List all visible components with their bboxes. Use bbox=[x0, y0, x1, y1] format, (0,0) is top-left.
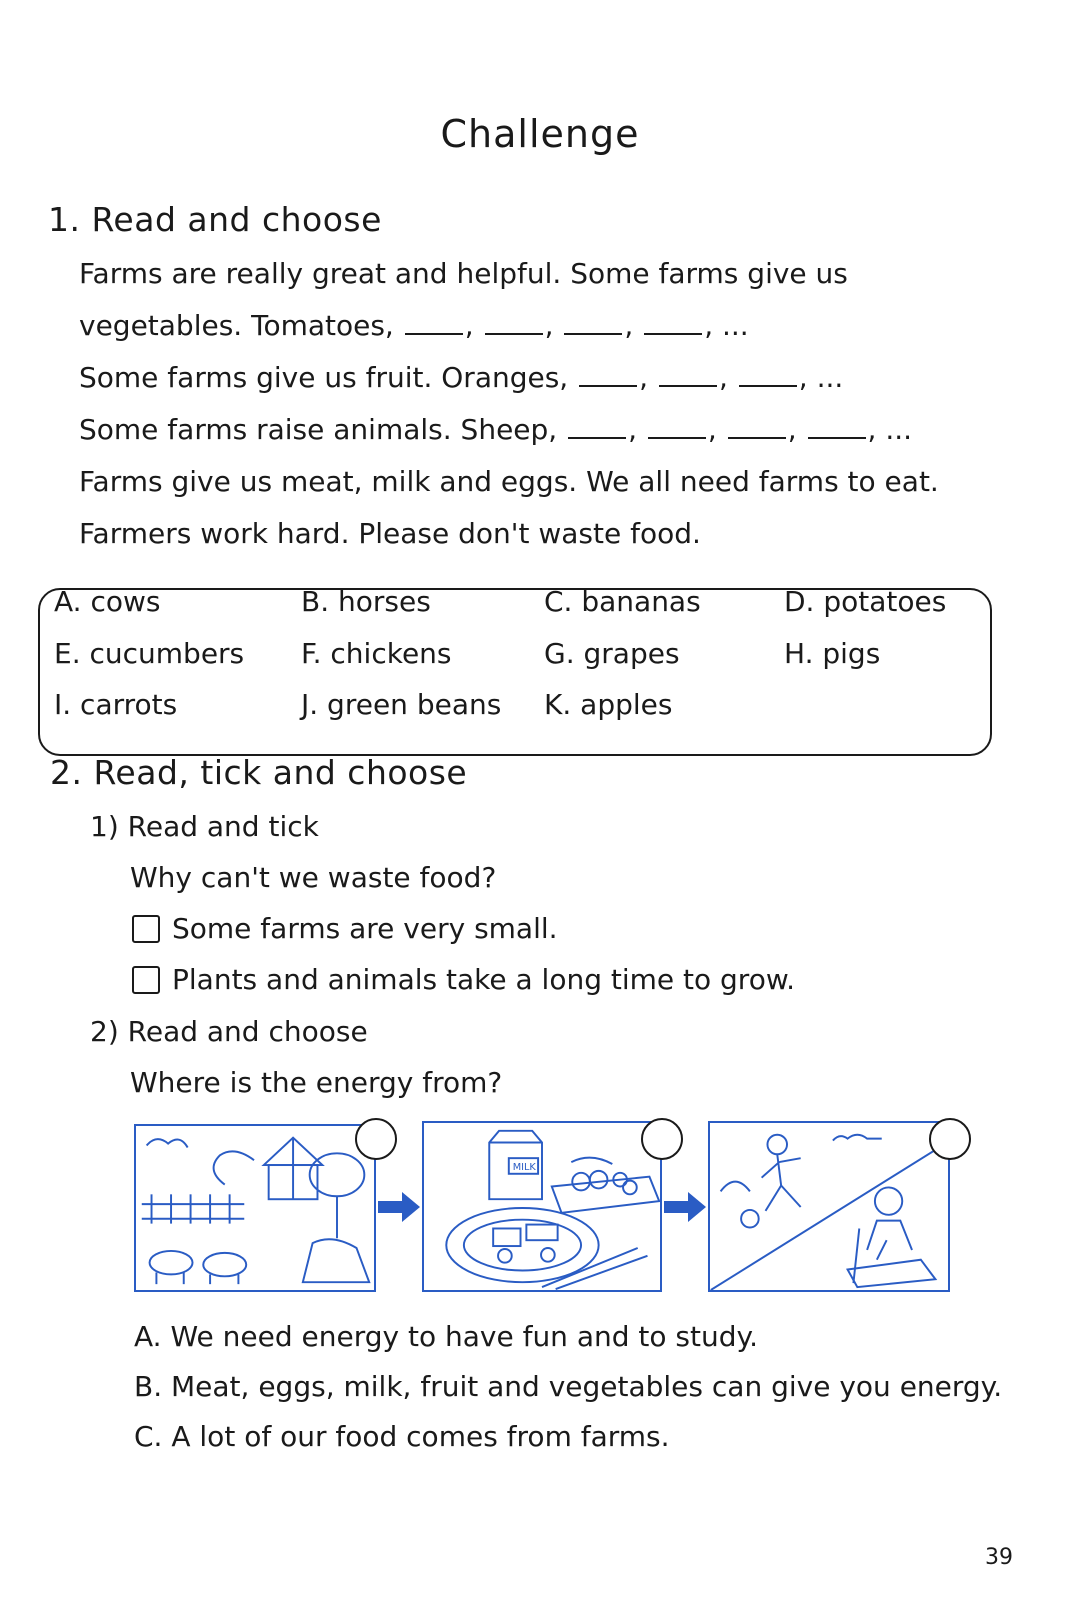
answer-blank[interactable] bbox=[739, 365, 797, 387]
section-2-heading: 2. Read, tick and choose bbox=[50, 753, 468, 792]
option-d: D. potatoes bbox=[784, 585, 947, 618]
play-and-study-picture bbox=[708, 1121, 950, 1292]
answer-blank[interactable] bbox=[808, 417, 866, 439]
option-h: H. pigs bbox=[784, 637, 881, 670]
ellipsis: ... bbox=[816, 361, 844, 394]
option-f: F. chickens bbox=[301, 637, 452, 670]
passage-line-4: Some farms raise animals. Sheep, , , , , ... bbox=[79, 413, 913, 446]
part-1-heading: 1) Read and tick bbox=[90, 810, 319, 843]
tick-box[interactable] bbox=[132, 915, 160, 943]
answer-blank[interactable] bbox=[405, 313, 463, 335]
farm-illustration bbox=[136, 1126, 374, 1290]
milk-label: MILK bbox=[512, 1161, 536, 1173]
passage-line-2-text: vegetables. Tomatoes, bbox=[79, 309, 394, 342]
passage-line-4-text: Some farms raise animals. Sheep, bbox=[79, 413, 558, 446]
tick-option-2 bbox=[132, 963, 795, 996]
arrow-right-icon bbox=[376, 1190, 422, 1224]
section-1-heading: 1. Read and choose bbox=[48, 200, 382, 239]
answer-circle-2[interactable] bbox=[641, 1118, 683, 1160]
answer-blank[interactable] bbox=[659, 365, 717, 387]
option-j: J. green beans bbox=[301, 688, 502, 721]
part-2-question: Where is the energy from? bbox=[130, 1066, 503, 1099]
page-number: 39 bbox=[985, 1545, 1013, 1570]
energy-answer-a: A. We need energy to have fun and to study. bbox=[134, 1320, 758, 1353]
passage-line-3: Some farms give us fruit. Oranges, , , , ... bbox=[79, 361, 844, 394]
answer-circle-3[interactable] bbox=[929, 1118, 971, 1160]
option-i: I. carrots bbox=[54, 688, 178, 721]
option-c: C. bananas bbox=[544, 585, 701, 618]
part-2-heading: 2) Read and choose bbox=[90, 1015, 368, 1048]
answer-blank[interactable] bbox=[568, 417, 626, 439]
tick-option-2-label: Plants and animals take a long time to grow. bbox=[172, 963, 796, 996]
food-illustration bbox=[424, 1123, 660, 1290]
answer-blank[interactable] bbox=[564, 313, 622, 335]
ellipsis: ... bbox=[885, 413, 913, 446]
passage-line-5: Farms give us meat, milk and eggs. We all need farms to eat. bbox=[79, 465, 939, 498]
option-b: B. horses bbox=[301, 585, 431, 618]
passage-line-3-text: Some farms give us fruit. Oranges, bbox=[79, 361, 569, 394]
energy-answer-b: B. Meat, eggs, milk, fruit and vegetables can give you energy. bbox=[134, 1370, 1003, 1403]
energy-answer-c: C. A lot of our food comes from farms. bbox=[134, 1420, 670, 1453]
answer-blank[interactable] bbox=[644, 313, 702, 335]
answer-blank[interactable] bbox=[579, 365, 637, 387]
answer-blank[interactable] bbox=[728, 417, 786, 439]
option-g: G. grapes bbox=[544, 637, 680, 670]
option-k: K. apples bbox=[544, 688, 673, 721]
farm-picture bbox=[134, 1124, 376, 1292]
passage-line-1: Farms are really great and helpful. Some farms give us bbox=[79, 257, 848, 290]
answer-blank[interactable] bbox=[648, 417, 706, 439]
tick-option-1-label: Some farms are very small. bbox=[172, 912, 558, 945]
answer-blank[interactable] bbox=[485, 313, 543, 335]
option-a: A. cows bbox=[54, 585, 161, 618]
arrow-right-icon bbox=[662, 1190, 708, 1224]
ellipsis: ... bbox=[722, 309, 749, 342]
answer-circle-1[interactable] bbox=[355, 1118, 397, 1160]
part-1-question: Why can't we waste food? bbox=[130, 861, 497, 894]
passage-line-6: Farmers work hard. Please don't waste food. bbox=[79, 517, 701, 550]
food-picture bbox=[422, 1121, 662, 1292]
passage-line-2: vegetables. Tomatoes, , , , , ... bbox=[79, 309, 749, 342]
play-study-illustration bbox=[710, 1123, 948, 1290]
page-title: Challenge bbox=[440, 112, 640, 156]
option-e: E. cucumbers bbox=[54, 637, 245, 670]
tick-box[interactable] bbox=[132, 966, 160, 994]
tick-option-1 bbox=[132, 912, 558, 945]
